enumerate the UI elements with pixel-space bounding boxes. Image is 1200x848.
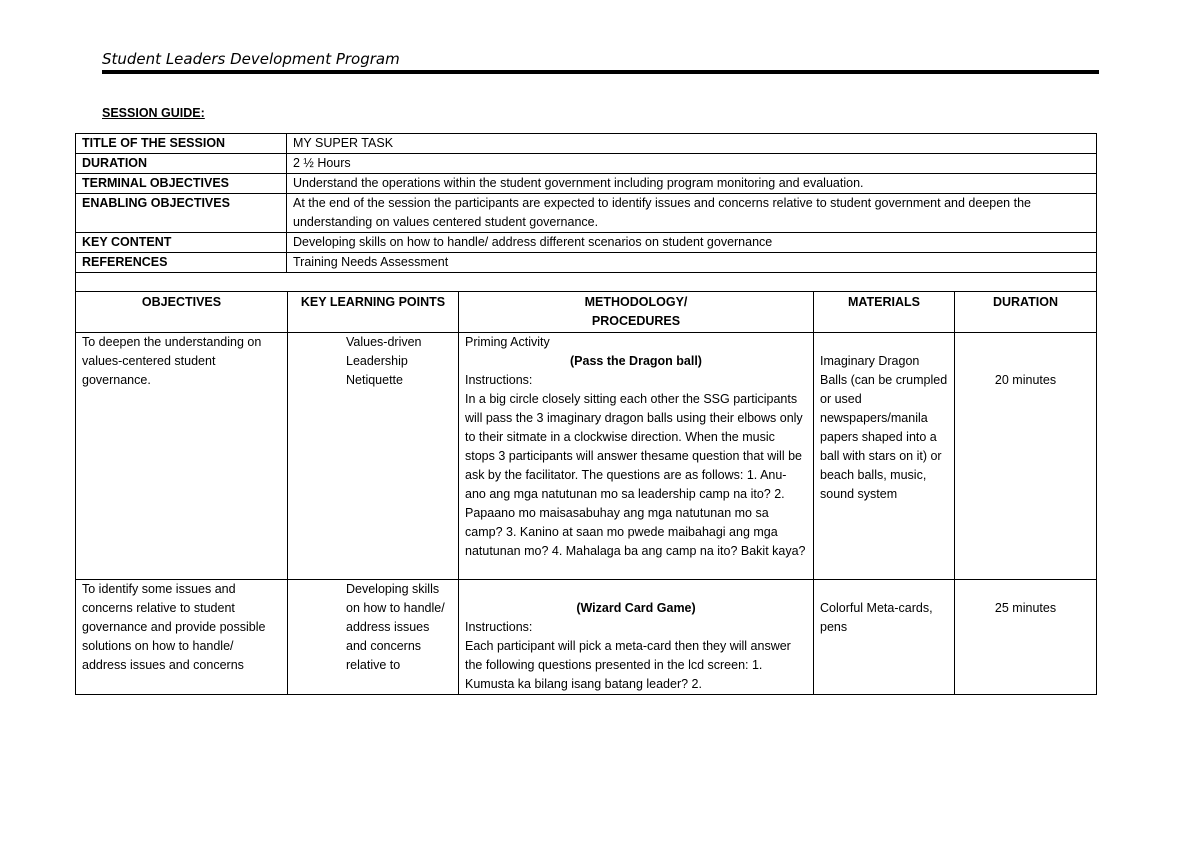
instructions-label: Instructions: xyxy=(465,620,533,634)
info-row xyxy=(76,253,1097,273)
info-label: TITLE OF THE SESSION xyxy=(76,134,287,154)
header-objectives: OBJECTIVES xyxy=(76,292,288,333)
session-plan-table xyxy=(75,291,1097,695)
info-value: Developing skills on how to handle/ address different scenarios on student governance xyxy=(287,233,1097,253)
duration-cell xyxy=(955,580,1097,695)
key-point: Developing skills on how to handle/ address issues and concerns relative to xyxy=(346,582,445,672)
info-value: MY SUPER TASK xyxy=(287,134,1097,154)
spacer xyxy=(820,333,948,352)
plan-row xyxy=(76,333,1097,580)
info-label: KEY CONTENT xyxy=(76,233,287,253)
info-row xyxy=(76,194,1097,233)
method-body: In a big circle closely sitting each other the SSG participants will pass the 3 imaginary dragon balls using their elbows only to their sitmate in a clockwise direction. When the music stops 3 participants will answer thesame question that will be ask by the facilitator. The questions are as follows: 1. Anu-ano ang mga natutunan mo sa leadership camp na ito? 2. Papaano mo maisasabuhay ang mga natutunan mo sa camp? 3. Kanino at saan mo pwede maibahagi ang mga natutunan mo? 4. Mahalaga ba ang camp na ito? Bakit kaya? xyxy=(465,392,806,558)
key-point: Leadership xyxy=(346,354,408,368)
header-methodology xyxy=(459,292,814,333)
activity-title: (Pass the Dragon ball) xyxy=(570,354,702,368)
info-value: At the end of the session the participants are expected to identify issues and concerns relative to student government and deepen the understanding on values centered student governance. xyxy=(287,194,1097,233)
info-row xyxy=(76,174,1097,194)
key-point: Netiquette xyxy=(346,373,403,387)
activity-title: (Wizard Card Game) xyxy=(576,601,696,615)
method-intro: Priming Activity xyxy=(465,335,550,349)
session-info-table xyxy=(75,133,1097,292)
objective-cell: To deepen the understanding on values-centered student governance. xyxy=(76,333,288,580)
plan-row xyxy=(76,580,1097,695)
key-point: Values-driven xyxy=(346,335,422,349)
spacer xyxy=(961,333,1090,371)
spacer xyxy=(820,580,948,599)
info-blank-row xyxy=(76,273,1097,292)
key-points-cell xyxy=(288,333,459,580)
materials-text: Imaginary Dragon Balls (can be crumpled or used newspapers/manila papers shaped into a ball with stars on it) or beach balls, music, sound system xyxy=(820,354,948,501)
session-guide-label: SESSION GUIDE: xyxy=(102,106,205,120)
document-header-title: Student Leaders Development Program xyxy=(102,50,400,68)
info-value: Understand the operations within the student government including program monitoring and evaluation. xyxy=(287,174,1097,194)
info-label: ENABLING OBJECTIVES xyxy=(76,194,287,233)
materials-text: Colorful Meta-cards, pens xyxy=(820,601,933,634)
materials-cell xyxy=(814,580,955,695)
header-duration: DURATION xyxy=(955,292,1097,333)
method-body: Each participant will pick a meta-card then they will answer the following questions presented in the lcd screen: 1. Kumusta ka bilang isang batang leader? 2. xyxy=(465,639,791,691)
info-label: DURATION xyxy=(76,154,287,174)
header-materials: MATERIALS xyxy=(814,292,955,333)
info-row xyxy=(76,233,1097,253)
header-methodology-line1: METHODOLOGY/ xyxy=(584,295,688,309)
duration-cell xyxy=(955,333,1097,580)
header-divider xyxy=(102,70,1099,74)
objective-cell: To identify some issues and concerns relative to student governance and provide possible solutions on how to handle/ address issues and concerns xyxy=(76,580,288,695)
materials-cell xyxy=(814,333,955,580)
methodology-cell xyxy=(459,333,814,580)
spacer xyxy=(465,580,807,599)
duration-text: 25 minutes xyxy=(994,601,1057,615)
spacer xyxy=(961,580,1090,599)
header-methodology-line2: PROCEDURES xyxy=(591,314,681,328)
plan-header-row xyxy=(76,292,1097,333)
header-key-learning-points: KEY LEARNING POINTS xyxy=(288,292,459,333)
info-row xyxy=(76,154,1097,174)
info-value: 2 ½ Hours xyxy=(287,154,1097,174)
methodology-cell xyxy=(459,580,814,695)
info-value: Training Needs Assessment xyxy=(287,253,1097,273)
info-label: TERMINAL OBJECTIVES xyxy=(76,174,287,194)
info-row xyxy=(76,134,1097,154)
info-label: REFERENCES xyxy=(76,253,287,273)
key-points-cell xyxy=(288,580,459,695)
duration-text: 20 minutes xyxy=(994,373,1057,387)
blank-cell xyxy=(76,273,1097,292)
instructions-label: Instructions: xyxy=(465,373,533,387)
